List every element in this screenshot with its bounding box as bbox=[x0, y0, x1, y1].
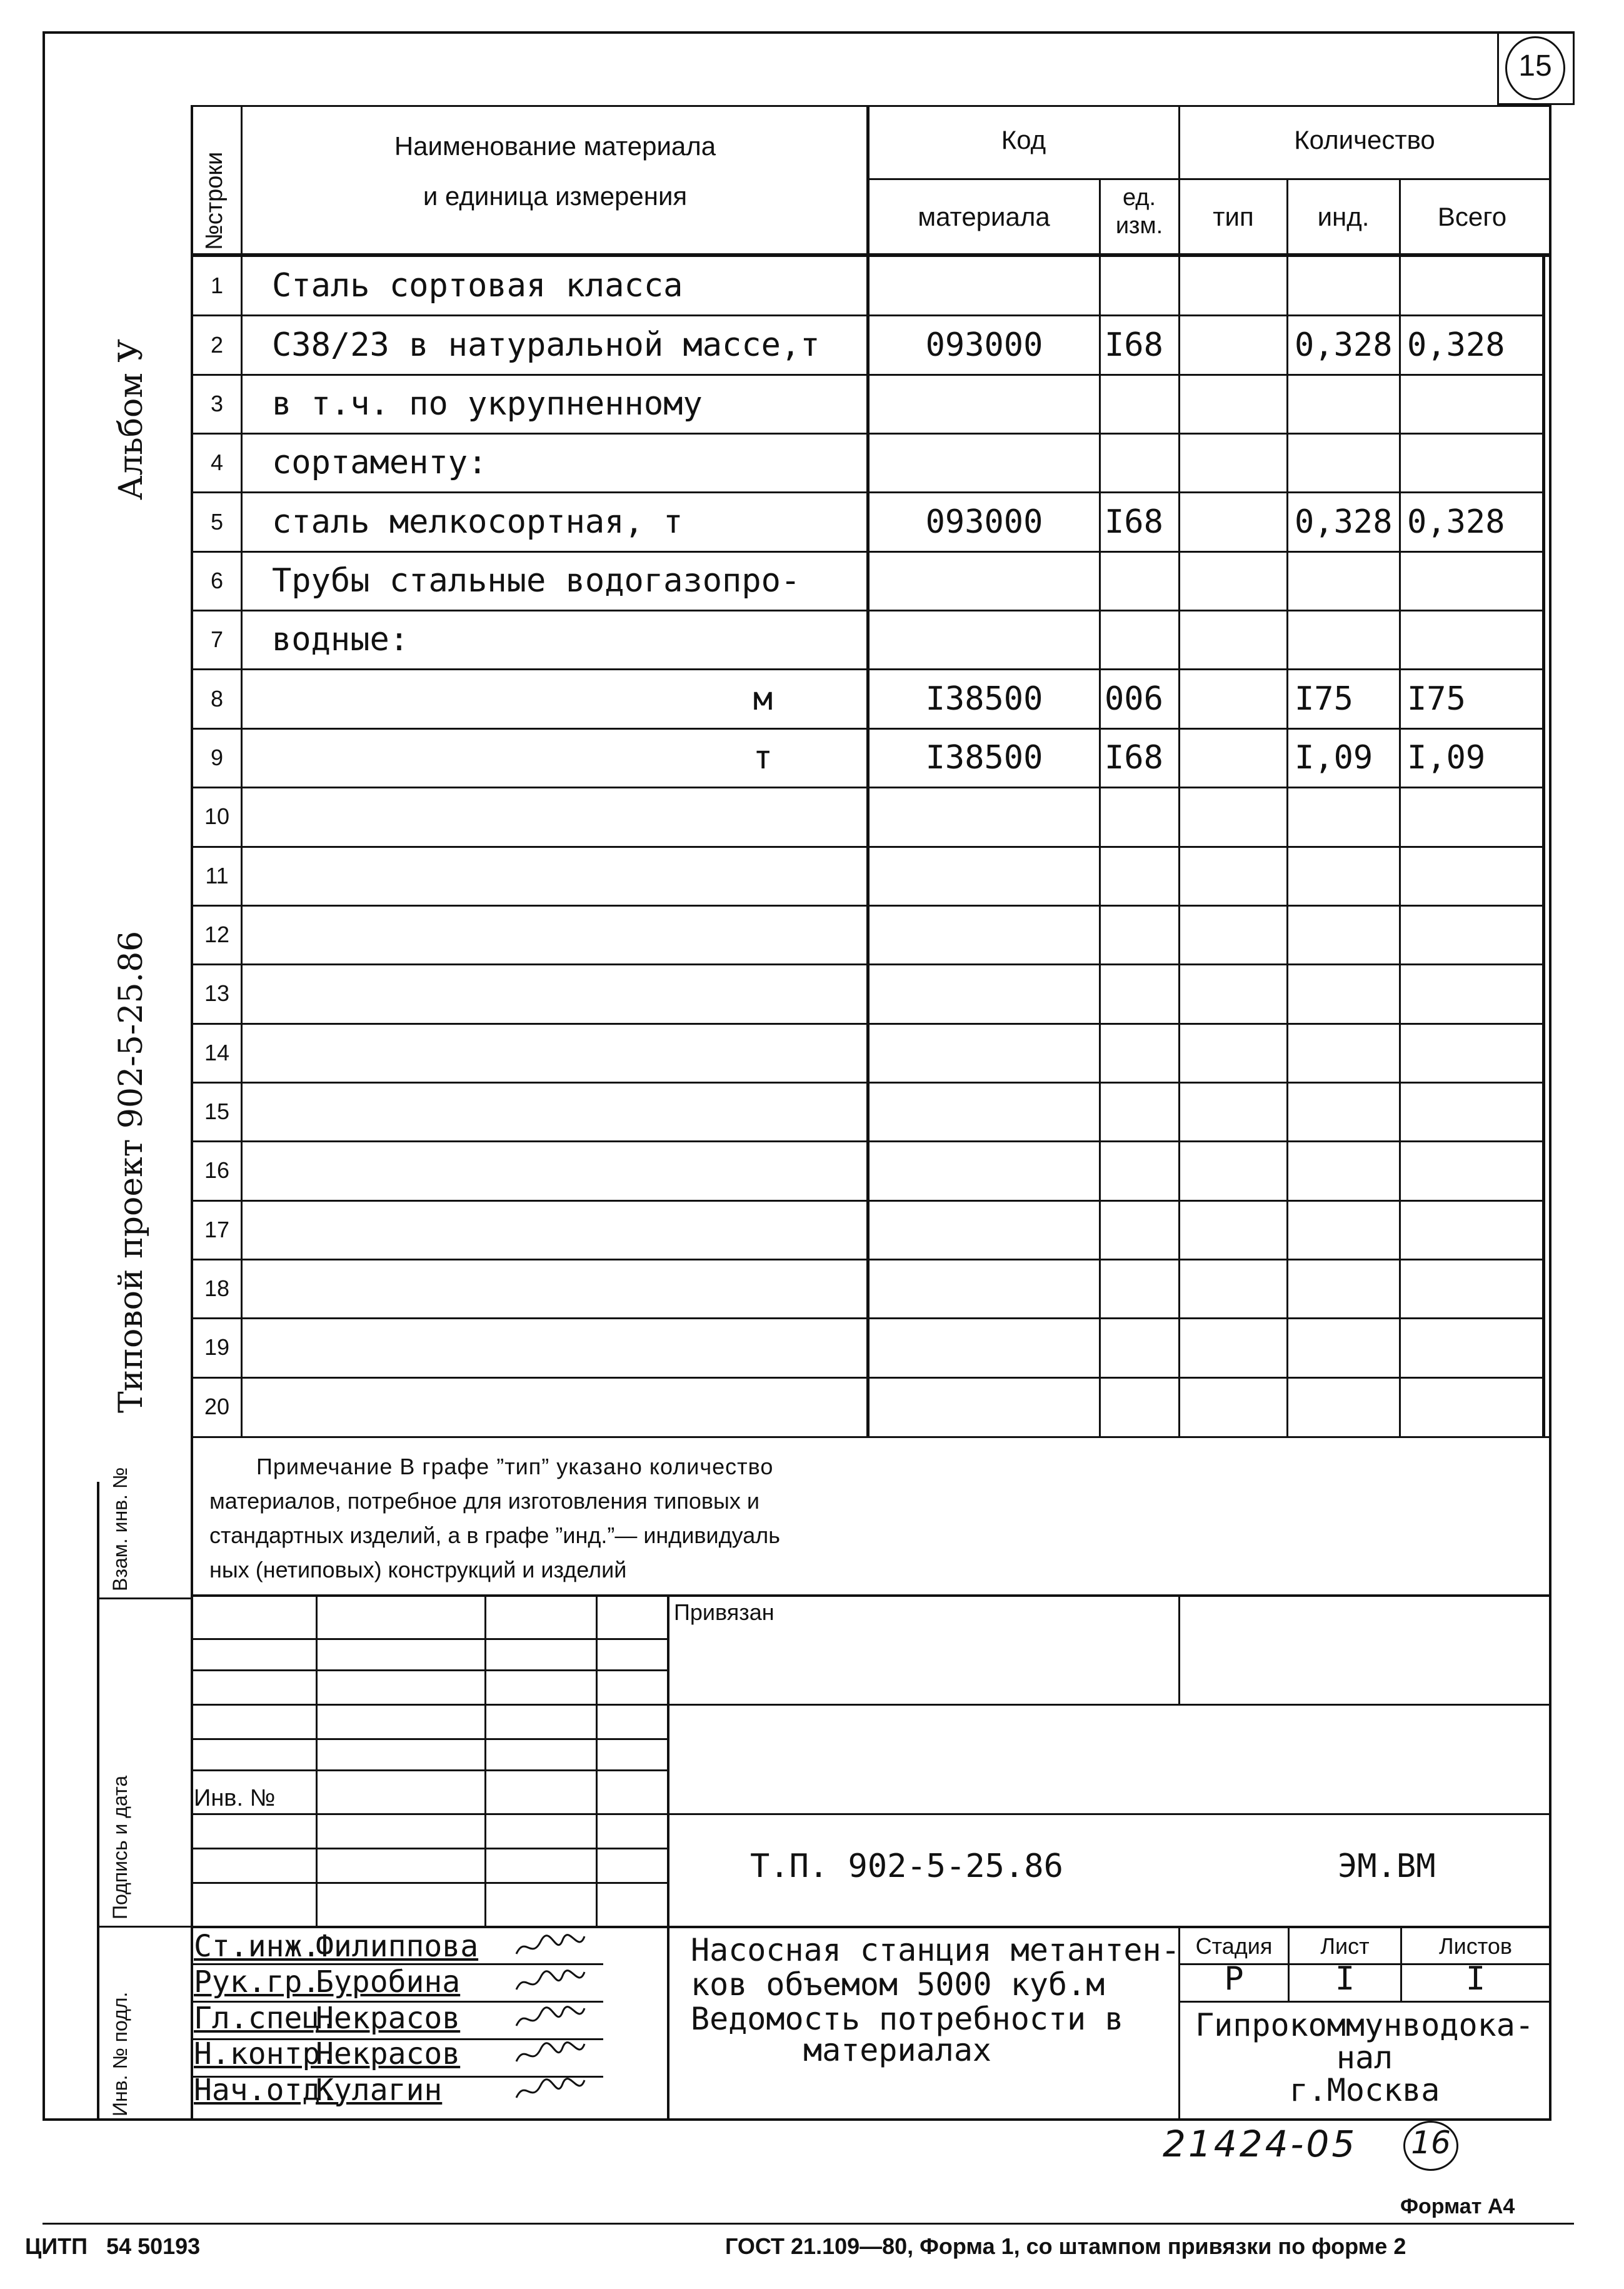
cell-mat bbox=[870, 1318, 1099, 1377]
cell-unit: I68 bbox=[1105, 738, 1163, 777]
cell-unit bbox=[1101, 787, 1178, 846]
cell-name bbox=[244, 1259, 866, 1318]
cell-mat bbox=[870, 905, 1099, 964]
page-number-box-left bbox=[1497, 31, 1499, 106]
cell-unit bbox=[1101, 905, 1178, 964]
cell-type bbox=[1180, 1082, 1286, 1141]
cell-mat: I38500 bbox=[925, 738, 1043, 777]
cell-type bbox=[1180, 847, 1286, 905]
note-line3: стандартных изделий, а в графе ”инд.”— индивидуаль bbox=[209, 1522, 781, 1548]
cell-total bbox=[1401, 847, 1542, 905]
cell-type bbox=[1180, 728, 1286, 787]
cell-total bbox=[1401, 1318, 1542, 1377]
cell-name bbox=[244, 787, 866, 846]
cell-name bbox=[244, 1377, 866, 1436]
cell-type bbox=[1180, 375, 1286, 433]
cell-total bbox=[1401, 1141, 1542, 1200]
footer-rule bbox=[43, 2223, 1574, 2225]
cell-mat: I38500 bbox=[925, 680, 1043, 718]
header-unit-2: изм. bbox=[1115, 213, 1163, 239]
cell-ind bbox=[1288, 1082, 1399, 1141]
stamp-vline-2 bbox=[484, 1594, 486, 1926]
cell-ind bbox=[1288, 256, 1399, 315]
cell-total bbox=[1401, 433, 1542, 492]
frame-bottom bbox=[43, 2118, 1551, 2121]
signature-scribble bbox=[513, 2001, 588, 2038]
cell-mat bbox=[870, 375, 1099, 433]
cell-name: Сталь сортовая класса bbox=[272, 267, 683, 305]
cell-ind bbox=[1288, 1259, 1399, 1318]
signer-name: Буробина bbox=[316, 1965, 461, 2000]
cell-type bbox=[1180, 1024, 1286, 1082]
cell-mat: 093000 bbox=[925, 503, 1043, 541]
table-top bbox=[191, 105, 1549, 107]
stamp-org-line2: нал bbox=[1336, 2040, 1393, 2076]
cell-total bbox=[1401, 787, 1542, 846]
cell-total bbox=[1401, 610, 1542, 669]
note-line2: материалов, потребное для изготовления типовых и bbox=[209, 1488, 760, 1514]
cell-ind bbox=[1288, 787, 1399, 846]
cell-ind bbox=[1288, 375, 1399, 433]
cell-mat bbox=[870, 1377, 1099, 1436]
project-label: Типовой проект 902-5-25.86 bbox=[113, 930, 150, 1413]
header-type: тип bbox=[1213, 202, 1254, 231]
cell-name: сталь мелкосортная, т bbox=[272, 503, 683, 541]
cell-name bbox=[244, 847, 866, 905]
cell-type bbox=[1180, 315, 1286, 374]
stamp-title-line3: Ведомость потребности в bbox=[691, 2001, 1124, 2037]
cell-type bbox=[1180, 669, 1286, 728]
cell-type bbox=[1180, 787, 1286, 846]
stamp-sheet-label: Лист bbox=[1320, 1933, 1370, 1959]
header-unit-1: ед. bbox=[1122, 184, 1156, 211]
note-line4: ных (нетиповых) конструкций и изделий bbox=[209, 1557, 627, 1582]
cell-ind bbox=[1288, 1200, 1399, 1259]
cell-unit bbox=[1101, 256, 1178, 315]
cell-n: 19 bbox=[204, 1334, 230, 1361]
cell-name bbox=[244, 1318, 866, 1377]
cell-total bbox=[1401, 375, 1542, 433]
cell-name: м bbox=[753, 680, 773, 718]
body-bottom bbox=[191, 1436, 1549, 1438]
cell-n: 3 bbox=[210, 390, 224, 416]
cell-ind bbox=[1288, 1318, 1399, 1377]
cell-mat bbox=[870, 1082, 1099, 1141]
signer-role: Н.контр. bbox=[194, 2036, 339, 2071]
cell-total: I75 bbox=[1407, 680, 1466, 718]
cell-type bbox=[1180, 1318, 1286, 1377]
cell-mat bbox=[870, 610, 1099, 669]
cell-type bbox=[1180, 551, 1286, 610]
cell-n: 20 bbox=[204, 1393, 230, 1419]
footer-left: ЦИТП 54 50193 bbox=[25, 2233, 201, 2259]
header-code: Код bbox=[1001, 125, 1046, 154]
cell-type bbox=[1180, 610, 1286, 669]
cell-total bbox=[1401, 1200, 1542, 1259]
signature-scribble bbox=[513, 1965, 588, 2002]
side-stamp-sep1 bbox=[97, 1597, 191, 1599]
cell-unit: 006 bbox=[1105, 680, 1163, 718]
cell-total: 0,328 bbox=[1407, 326, 1505, 364]
stamp-doc-mark: ЭМ.ВМ bbox=[1338, 1848, 1436, 1885]
cell-total bbox=[1401, 905, 1542, 964]
cell-unit bbox=[1101, 375, 1178, 433]
cell-ind bbox=[1288, 847, 1399, 905]
cell-n: 11 bbox=[205, 862, 229, 888]
cell-unit bbox=[1101, 1200, 1178, 1259]
cell-mat bbox=[870, 787, 1099, 846]
side-stamp-replace-inv: Взам. инв. № bbox=[109, 1467, 131, 1591]
header-name-line1: Наименование материала bbox=[394, 131, 716, 161]
handwritten-code: 21424-05 bbox=[1163, 2123, 1358, 2165]
cell-name: сортаменту: bbox=[272, 444, 488, 482]
cell-ind: I,09 bbox=[1295, 738, 1373, 777]
stamp-vline-1 bbox=[316, 1594, 318, 1926]
header-total: Всего bbox=[1437, 202, 1507, 231]
stamp-stage-label: Стадия bbox=[1195, 1933, 1273, 1959]
signature-scribble bbox=[513, 1929, 588, 1966]
cell-name bbox=[244, 1200, 866, 1259]
cell-ind bbox=[1288, 551, 1399, 610]
cell-total bbox=[1401, 1082, 1542, 1141]
cell-unit bbox=[1101, 1082, 1178, 1141]
cell-type bbox=[1180, 1141, 1286, 1200]
side-stamp-signature-date: Подпись и дата bbox=[109, 1775, 131, 1919]
header-material: материала bbox=[918, 202, 1050, 231]
cell-n: 8 bbox=[210, 685, 224, 712]
side-stamp-line bbox=[97, 1482, 99, 2120]
frame-right bbox=[1549, 103, 1551, 2120]
cell-name bbox=[244, 905, 866, 964]
cell-total: I,09 bbox=[1407, 738, 1486, 777]
signer-name: Филиппова bbox=[316, 1929, 479, 1964]
footer-right: ГОСТ 21.109—80, Форма 1, со штампом привязки по форме 2 bbox=[725, 2233, 1406, 2259]
cell-ind bbox=[1288, 1141, 1399, 1200]
cell-n: 7 bbox=[210, 626, 224, 653]
cell-n: 5 bbox=[210, 508, 224, 535]
stamp-stage-value: Р bbox=[1224, 1960, 1244, 1998]
cell-mat bbox=[870, 551, 1099, 610]
cell-mat bbox=[870, 1259, 1099, 1318]
cell-unit: I68 bbox=[1105, 326, 1163, 364]
stamp-org-line1: Гипрокоммунводока- bbox=[1195, 2007, 1534, 2043]
cell-name: т bbox=[753, 738, 773, 777]
cell-type bbox=[1180, 256, 1286, 315]
cell-total bbox=[1401, 1259, 1542, 1318]
cell-n: 13 bbox=[204, 980, 230, 1007]
signer-role: Рук.гр. bbox=[194, 1965, 321, 2000]
cell-unit bbox=[1101, 1024, 1178, 1082]
cell-ind bbox=[1288, 433, 1399, 492]
cell-ind bbox=[1288, 610, 1399, 669]
note-line1: Примечание В графе ”тип” указано количество bbox=[256, 1454, 774, 1479]
cell-mat bbox=[870, 256, 1099, 315]
stamp-sheets-value: I bbox=[1465, 1960, 1486, 1998]
cell-unit bbox=[1101, 1259, 1178, 1318]
stamp-hline-c bbox=[191, 1704, 1549, 1706]
cell-n: 16 bbox=[204, 1157, 230, 1184]
cell-ind: 0,328 bbox=[1295, 326, 1393, 364]
cell-total bbox=[1401, 964, 1542, 1023]
stamp-hline-org bbox=[1178, 2001, 1549, 2003]
stamp-title-line4: материалах bbox=[803, 2032, 992, 2068]
cell-name bbox=[244, 964, 866, 1023]
cell-total bbox=[1401, 256, 1542, 315]
signer-role: Гл.спец. bbox=[194, 2001, 339, 2036]
cell-name: С38/23 в натуральной массе,т bbox=[272, 326, 820, 364]
cell-mat: 093000 bbox=[925, 326, 1043, 364]
stamp-vline-3 bbox=[596, 1594, 598, 1926]
header-ind: инд. bbox=[1317, 202, 1370, 231]
cell-total bbox=[1401, 1024, 1542, 1082]
stamp-org-line3: г.Москва bbox=[1289, 2072, 1440, 2108]
col-line-rowno bbox=[241, 105, 243, 1437]
page-number-box-right bbox=[1573, 31, 1575, 105]
signer-name: Некрасов bbox=[316, 2001, 461, 2036]
cell-n: 15 bbox=[204, 1099, 230, 1125]
side-stamp-orig-inv: Инв. № подл. bbox=[109, 1991, 131, 2116]
frame-left bbox=[43, 31, 45, 2120]
cell-name bbox=[244, 1141, 866, 1200]
stamp-hline-f bbox=[191, 1813, 1549, 1815]
cell-type bbox=[1180, 1377, 1286, 1436]
cell-type bbox=[1180, 905, 1286, 964]
cell-unit bbox=[1101, 1318, 1178, 1377]
cell-mat bbox=[870, 1200, 1099, 1259]
subheader-line bbox=[868, 178, 1549, 180]
stamp-doc-code: Т.П. 902-5-25.86 bbox=[750, 1848, 1063, 1885]
cell-mat bbox=[870, 1141, 1099, 1200]
cell-n: 12 bbox=[204, 922, 230, 948]
stamp-vline-5 bbox=[1178, 1594, 1180, 1704]
header-row-number: №строки bbox=[201, 151, 228, 250]
cell-total bbox=[1401, 1377, 1542, 1436]
frame-top bbox=[43, 31, 1574, 34]
cell-n: 10 bbox=[204, 803, 230, 830]
cell-mat bbox=[870, 433, 1099, 492]
cell-n: 17 bbox=[204, 1216, 230, 1242]
stamp-sheet-value: I bbox=[1335, 1960, 1355, 1998]
signature-scribble bbox=[513, 2073, 588, 2110]
cell-n: 1 bbox=[210, 273, 224, 299]
album-label: Альбом У bbox=[113, 339, 150, 500]
signer-role: Нач.отд. bbox=[194, 2073, 339, 2108]
signer-name: Кулагин bbox=[316, 2073, 443, 2108]
cell-n: 4 bbox=[210, 450, 224, 476]
cell-mat bbox=[870, 964, 1099, 1023]
cell-ind bbox=[1288, 905, 1399, 964]
cell-name bbox=[244, 1024, 866, 1082]
cell-total: 0,328 bbox=[1407, 503, 1505, 541]
signature-scribble bbox=[513, 2036, 588, 2074]
cell-total bbox=[1401, 551, 1542, 610]
cell-unit bbox=[1101, 1377, 1178, 1436]
header-quantity: Количество bbox=[1294, 125, 1435, 154]
cell-unit bbox=[1101, 964, 1178, 1023]
cell-unit bbox=[1101, 433, 1178, 492]
stamp-attached-label: Привязан bbox=[674, 1599, 774, 1625]
cell-unit bbox=[1101, 610, 1178, 669]
cell-name: Трубы стальные водогазопро- bbox=[272, 561, 801, 600]
cell-ind bbox=[1288, 1024, 1399, 1082]
cell-type bbox=[1180, 1200, 1286, 1259]
cell-ind: I75 bbox=[1295, 680, 1353, 718]
footer-format: Формат А4 bbox=[1400, 2195, 1515, 2218]
cell-mat bbox=[870, 847, 1099, 905]
stamp-title-line2: ков объемом 5000 куб.м bbox=[691, 1966, 1105, 2003]
cell-unit: I68 bbox=[1105, 503, 1163, 541]
stamp-top bbox=[191, 1594, 1549, 1597]
signer-name: Некрасов bbox=[316, 2036, 461, 2071]
stamp-sheets-label: Листов bbox=[1439, 1933, 1512, 1959]
cell-name: в т.ч. по укрупненному bbox=[272, 385, 703, 423]
cell-n: 9 bbox=[210, 744, 224, 770]
page-number: 15 bbox=[1518, 49, 1552, 83]
cell-type bbox=[1180, 492, 1286, 551]
cell-name: водные: bbox=[272, 621, 409, 659]
cell-ind bbox=[1288, 1377, 1399, 1436]
cell-n: 18 bbox=[204, 1275, 230, 1302]
stamp-hline-i bbox=[191, 1926, 1549, 1928]
stamp-vline-4 bbox=[667, 1594, 669, 2120]
cell-unit bbox=[1101, 1141, 1178, 1200]
cell-unit bbox=[1101, 551, 1178, 610]
header-name-line2: и единица измерения bbox=[423, 181, 688, 211]
sheet-stamp-number: 16 bbox=[1411, 2125, 1451, 2161]
cell-n: 6 bbox=[210, 567, 224, 593]
cell-unit bbox=[1101, 847, 1178, 905]
stamp-inv-label: Инв. № bbox=[194, 1785, 276, 1811]
cell-n: 2 bbox=[210, 331, 224, 358]
cell-n: 14 bbox=[204, 1039, 230, 1065]
signer-role: Ст.инж. bbox=[194, 1929, 321, 1964]
cell-type bbox=[1180, 433, 1286, 492]
cell-type bbox=[1180, 1259, 1286, 1318]
cell-ind bbox=[1288, 964, 1399, 1023]
side-stamp-sep2 bbox=[97, 1926, 191, 1928]
cell-mat bbox=[870, 1024, 1099, 1082]
stamp-title-line1: Насосная станция метантен- bbox=[691, 1932, 1180, 1968]
cell-type bbox=[1180, 964, 1286, 1023]
cell-name bbox=[244, 1082, 866, 1141]
cell-ind: 0,328 bbox=[1295, 503, 1393, 541]
